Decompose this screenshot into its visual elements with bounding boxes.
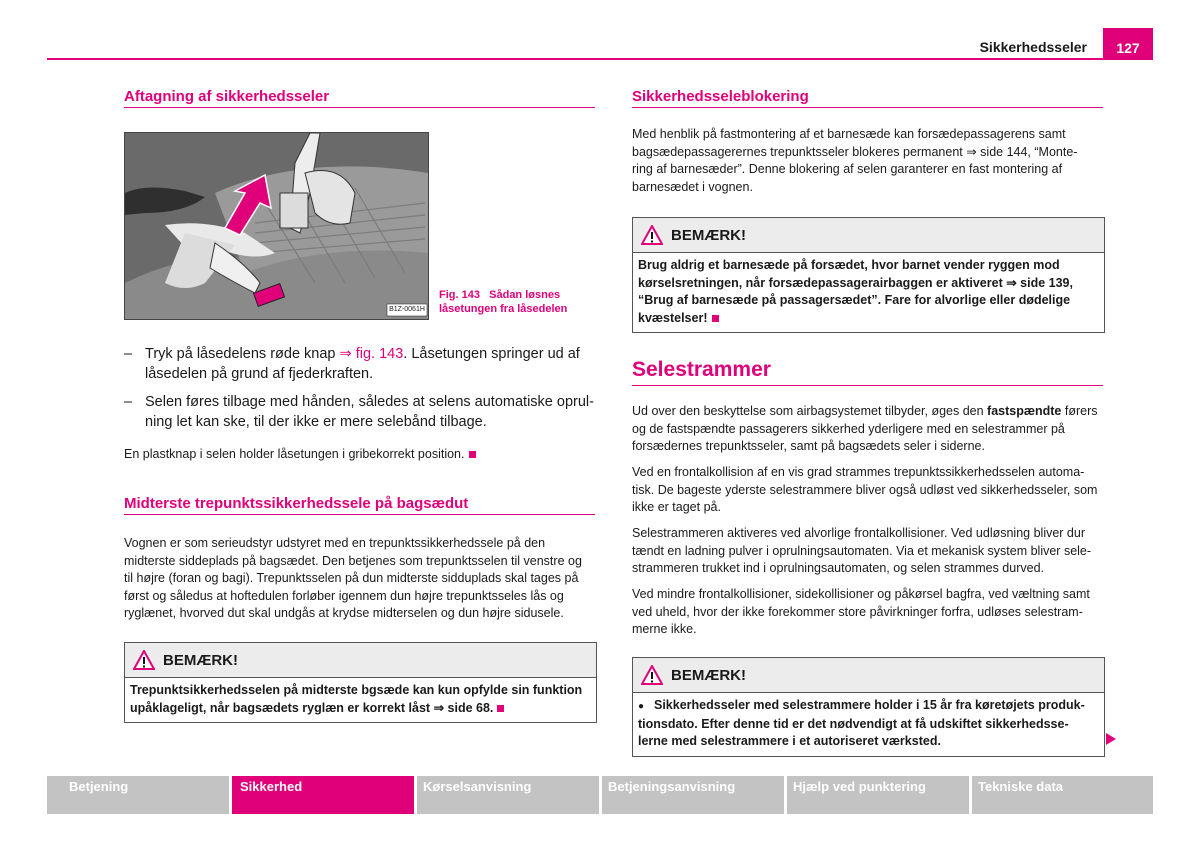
end-marker — [712, 315, 719, 322]
step1-line2: låsedelen på grund af fjederkraften. — [145, 366, 374, 382]
section-heading-selestrammer: Selestrammer — [632, 358, 1103, 386]
para-line: bagsædepassagerernes trepunktsseler blokeres permanent ⇒ side 144, “Monte- — [632, 144, 1078, 159]
figure-code: B1Z-0061H — [389, 306, 425, 313]
selestrammer-p4 — [632, 586, 1107, 639]
footer-tab-korselsanvisning[interactable]: Kørselsanvisning — [417, 776, 599, 814]
selestrammer-p3 — [632, 525, 1107, 578]
para-line: midterste siddeplads på bagsædet. Den betjenes som trepunktsselen til venstre og — [124, 553, 582, 568]
warning-line: kvæstelser! — [638, 310, 708, 325]
warning-line: lerne med selestrammere i et autoriseret værksted. — [638, 734, 941, 748]
figure-caption-number: Fig. 143 — [439, 289, 480, 301]
para-line: forsædernes trepunktsseler, samt på bagsædets seler i siderne. — [632, 439, 985, 453]
section-heading-aftagning: Aftagning af sikkerhedsseler — [124, 88, 595, 108]
warning-triangle-icon — [133, 650, 155, 670]
para-line: Vognen er som serieudstyr udstyret med en trepunktssikkerhedssele på den — [124, 536, 546, 550]
running-header-title: Sikkerhedsseler — [979, 39, 1087, 55]
para-line: ring af barnesæder”. Denne blokering af selen garanterer en fast montering af — [632, 162, 1063, 176]
warning-line: upåklageligt, når bagsædets ryglæn er korrekt låst ⇒ side 68. — [130, 700, 494, 715]
para-line: strammeren trukket ind i oprulningsautomaten, og selen strammes durved. — [632, 561, 1044, 575]
warning-line: “Brug af barnesæde på passagersædet”. Fare for alvorlige eller dødelige — [638, 293, 1071, 307]
warning-line: Sikkerhedsseler med selestrammere holder i 15 år fra køretøjets produk- — [654, 698, 1085, 712]
footer-tab-hjaelp-ved-punktering[interactable]: Hjælp ved punktering — [787, 776, 969, 814]
para-line: Med henblik på fastmontering af et barnesæde kan forsædepassagerens samt — [632, 127, 1066, 141]
warning-box-left — [124, 642, 597, 723]
step2-line2: ning let kan ske, til der ikke er mere selebånd tilbage. — [145, 414, 487, 430]
warning-body — [633, 253, 1104, 332]
warning-line: Brug aldrig et barnesæde på forsædet, hvor barnet vender ryggen mod — [638, 258, 1060, 272]
para-line: og de fastspændte passagerers sikkerhed yderligere med en selestrammer på — [632, 421, 1065, 436]
left-section1-heading-wrap — [124, 88, 595, 108]
para-text: Ud over den beskyttelse som airbagsystemet tilbyder, øges den — [632, 404, 988, 418]
right-section1-heading-wrap — [632, 88, 1103, 108]
para-line: tændt en ladning pulver i oprulningsautomaten. Via et mekanisk system bliver sele- — [632, 543, 1092, 558]
selestrammer-p1 — [632, 403, 1107, 456]
end-marker — [469, 451, 476, 458]
para-line: ved uheld, hvor der ikke forekommer store påvirkninger forfra, udløses selestram- — [632, 604, 1083, 619]
step-dash: – — [124, 346, 133, 362]
para-line: til højre (foran og bagi). Trepunktsselen på dun midterste sidduplads skal tages på — [124, 571, 579, 585]
warning-label: BEMÆRK! — [163, 651, 238, 669]
figure-link[interactable]: fig. 143 — [355, 346, 404, 362]
section-heading-midterste: Midterste trepunktssikkerhedssele på bagsædut — [124, 495, 595, 515]
warning-box-right-2 — [632, 657, 1105, 757]
left-section2-heading-wrap — [124, 495, 595, 515]
para-line: først og såledus at hoftedulen forløber igennem dun højre trepunktsseles lås og — [124, 588, 564, 603]
para-line: Ved en frontalkollision af en vis grad strammes trepunktssikkerhedsselen automa- — [632, 465, 1085, 479]
page-number-box — [1103, 28, 1153, 60]
warning-line: kørselsretningen, når forsædepassagerairbaggen er aktiveret ⇒ side 139, — [638, 275, 1073, 290]
figure-caption — [439, 288, 567, 316]
warning-body — [633, 693, 1104, 756]
warning-label: BEMÆRK! — [671, 226, 746, 244]
bold-term: fastspændte — [987, 404, 1062, 418]
warning-line: tionsdato. Efter denne tid er det nødvendigt at få udskiftet sikkerhedsse- — [638, 716, 1069, 731]
page-number: 127 — [1116, 40, 1140, 56]
warning-box-header — [125, 643, 596, 678]
warning-box-right-1 — [632, 217, 1105, 333]
para-line: ikke er taget på. — [632, 500, 721, 514]
footer-tab-betjeningsanvisning[interactable]: Betjeningsanvisning — [602, 776, 784, 814]
para-line: tisk. De bageste yderste selestrammere bliver også udløst ved sikkerhedsseler, som — [632, 482, 1098, 497]
plastic-button-text: En plastknap i selen holder låsetungen i gribekorrekt position. — [124, 447, 465, 461]
footer-tab-sikkerhed[interactable]: Sikkerhed — [232, 776, 414, 814]
selestrammer-p2 — [632, 464, 1107, 517]
step1-text-cont: . Låsetungen springer ud af — [403, 346, 580, 362]
para-line: barnesædet i vognen. — [632, 179, 753, 194]
step-dash: – — [124, 394, 133, 410]
instruction-step-1 — [124, 344, 605, 384]
seatbelt-illustration — [125, 133, 428, 319]
warning-label: BEMÆRK! — [671, 666, 746, 684]
midterste-paragraph — [124, 535, 599, 623]
seleblokering-paragraph — [632, 126, 1107, 196]
para-line: ryglænet, hvorved dut skal undgås at krydse midterselen og dun højre sidusele. — [124, 606, 564, 620]
warning-triangle-icon — [641, 665, 663, 685]
bullet-dot: ● — [638, 701, 645, 712]
figure-143-image — [124, 132, 429, 320]
para-line: Ved mindre frontalkollisioner, sidekollisioner og påkørsel bagfra, ved væltning samt — [632, 587, 1090, 601]
plastic-button-paragraph — [124, 446, 476, 464]
header-rule — [47, 58, 1153, 60]
para-line: Selestrammeren aktiveres ved alvorlige frontalkollisioner. Ved udløsning bliver dur — [632, 526, 1085, 540]
warning-box-header — [633, 218, 1104, 253]
step1-text: Tryk på låsedelens røde knap — [145, 346, 340, 362]
end-marker — [497, 705, 504, 712]
right-section2-heading-wrap — [632, 358, 1103, 386]
step2-line1: Selen føres tilbage med hånden, således at selens automatiske oprul- — [145, 394, 594, 410]
section-heading-seleblokering: Sikkerhedsseleblokering — [632, 88, 1103, 108]
footer-tab-betjening[interactable]: Betjening — [47, 776, 229, 814]
cross-ref-arrow: ⇒ — [339, 346, 352, 362]
figure-caption-line2: låsetungen fra låsedelen — [439, 303, 568, 315]
para-line: merne ikke. — [632, 622, 697, 636]
warning-box-header — [633, 658, 1104, 693]
para-text: førers — [1061, 404, 1098, 418]
warning-body — [125, 678, 596, 722]
continue-arrow-icon[interactable] — [1105, 732, 1117, 746]
warning-triangle-icon — [641, 225, 663, 245]
footer-tab-tekniske-data[interactable]: Tekniske data — [972, 776, 1153, 814]
warning-line: Trepunktsikkerhedsselen på midterste bgsæde kan kun opfylde sin funktion — [130, 683, 583, 697]
instruction-step-2 — [124, 392, 605, 432]
figure-caption-title: Sådan løsnes — [489, 289, 561, 301]
